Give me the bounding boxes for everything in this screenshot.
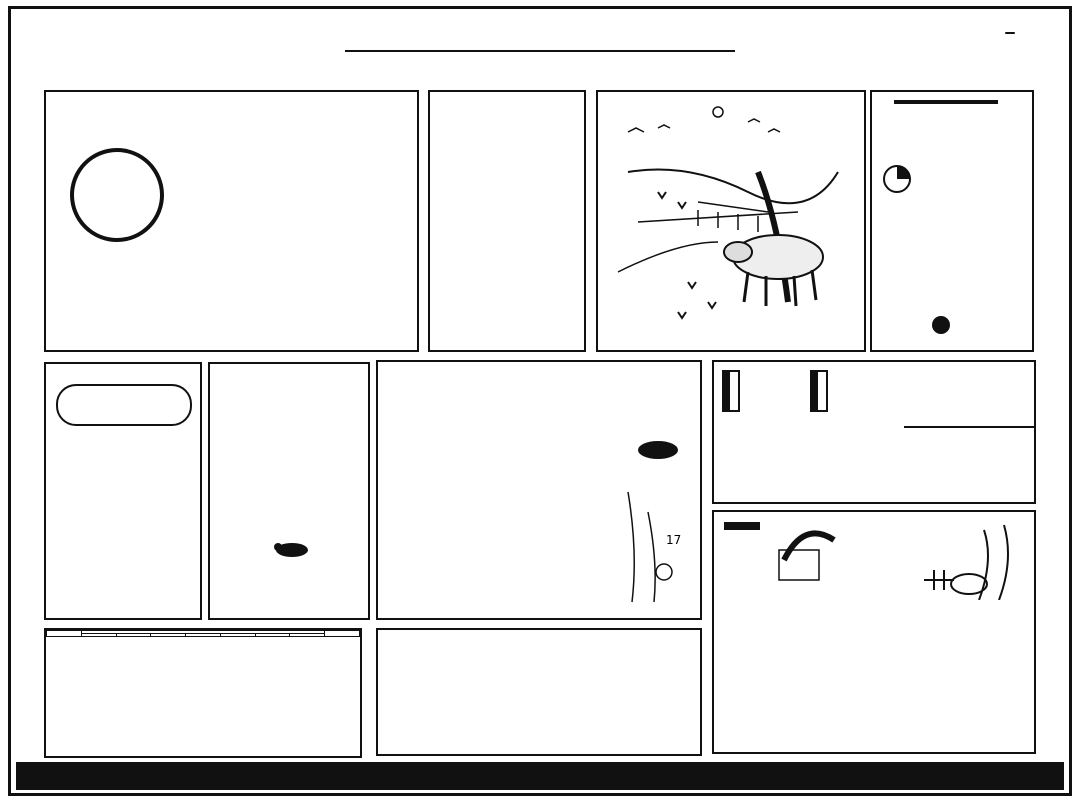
results-table [46, 630, 360, 637]
mark-six-banner-left [16, 88, 40, 760]
masthead-panel [44, 90, 419, 352]
bull-illustration [598, 92, 864, 350]
sub-header [81, 634, 116, 637]
kj-divider [904, 426, 1034, 428]
interpretation-illustration [774, 520, 1024, 600]
liuhe-number-grid [430, 168, 584, 236]
sub-header [186, 634, 221, 637]
tema-number-grid [56, 444, 196, 484]
interpretation-tag [724, 522, 760, 530]
period-header [47, 631, 82, 637]
mark-six-banner-top [16, 62, 1064, 88]
xunma-poem-line [902, 148, 1012, 156]
dot-icon [930, 314, 952, 336]
tema-title [56, 384, 192, 426]
xunma-poem-line [902, 148, 1012, 156]
liuhe-panel [428, 90, 586, 352]
xunma-poem [902, 148, 1012, 156]
sub-header [290, 634, 325, 637]
draw-result-panel [712, 360, 1036, 504]
total-open-main [730, 372, 738, 410]
goat-illustration [618, 432, 688, 612]
xunma-title [894, 100, 998, 104]
sub-header [116, 634, 151, 637]
xunma-poem-line [902, 148, 1012, 156]
lingma-columns [402, 432, 426, 592]
special-open-tag [810, 370, 828, 412]
mark-six-banner-right [1038, 88, 1062, 760]
poem-panel [208, 362, 370, 620]
ovals-panel [376, 628, 702, 756]
footer-statement [16, 762, 1064, 790]
svg-text:17: 17 [666, 533, 682, 547]
total-open-tag [722, 370, 740, 412]
sub-header [255, 634, 290, 637]
seal-stamp [61, 139, 172, 250]
issue-tag [1005, 32, 1015, 34]
xunma-poem-line [902, 148, 1012, 156]
xunma-panel [870, 90, 1034, 352]
lingma-panel [376, 360, 702, 620]
title-underline [345, 50, 735, 52]
sub-header [220, 634, 255, 637]
results-table-panel [44, 628, 362, 758]
tiger-icon [272, 538, 312, 560]
pie-icon [882, 164, 912, 194]
tema-panel [44, 362, 202, 620]
trend-header [325, 631, 360, 637]
sub-header [151, 634, 186, 637]
special-open-main [818, 372, 826, 410]
bull-illustration-panel [596, 90, 866, 352]
interpretation-panel [712, 510, 1036, 754]
